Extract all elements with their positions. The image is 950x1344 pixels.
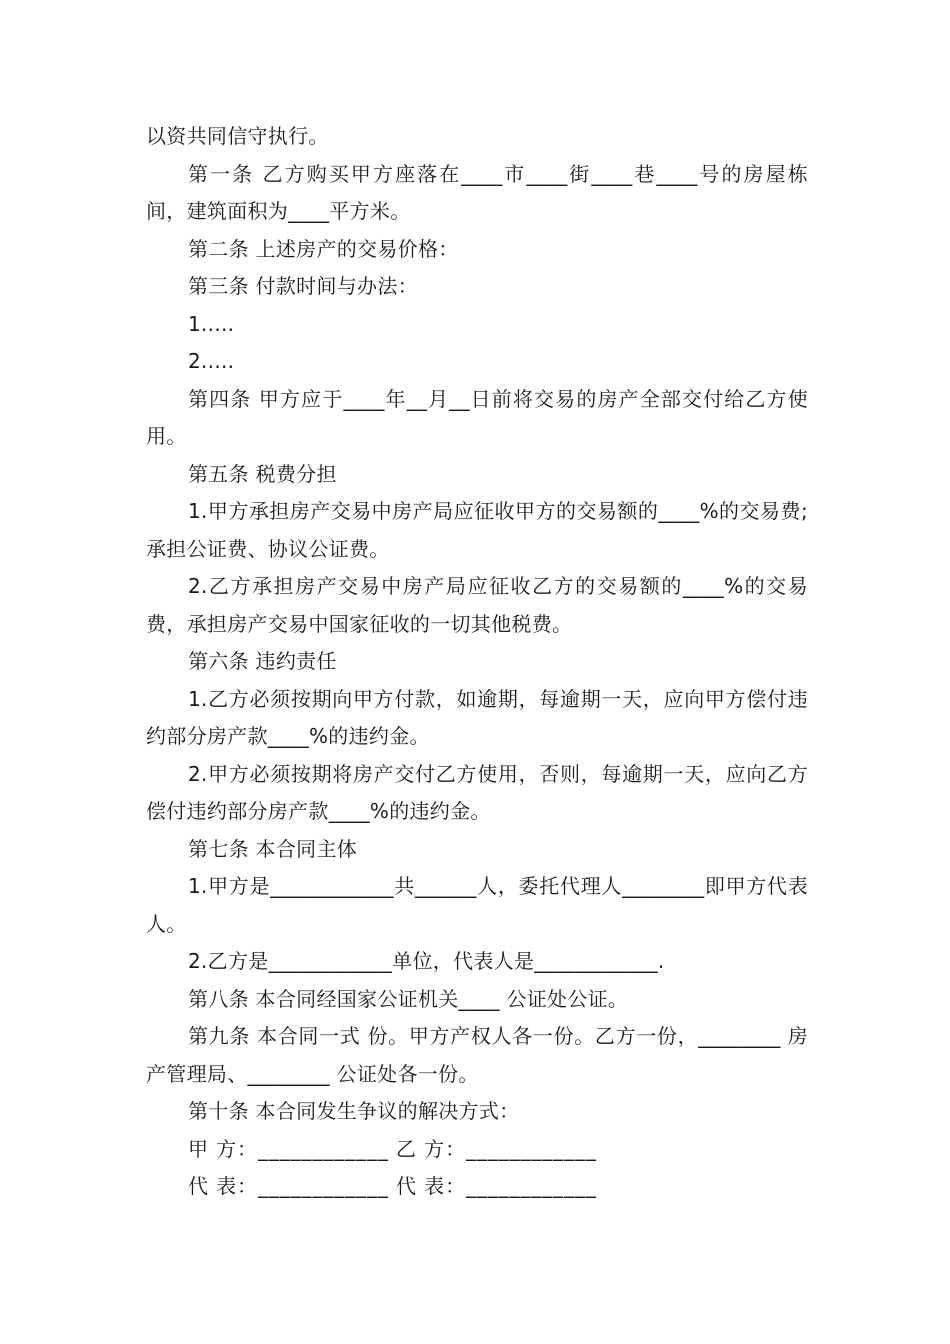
article-3-payment: 第三条 付款时间与办法： — [188, 274, 418, 298]
article-7-item-2: 2.乙方是____________单位，代表人是____________. — [188, 949, 665, 973]
article-6-liability: 第六条 违约责任 — [188, 649, 337, 673]
article-7-parties: 第七条 本合同主体 — [188, 836, 358, 861]
paragraph-intro-ending: 以资共同信守执行。 — [146, 124, 329, 148]
article-4-delivery: 第四条 甲方应于____年__月__日前将交易的房产全部交付给乙方使用。 — [146, 386, 808, 448]
article-1-property-location: 第一条 乙方购买甲方座落在____市____街____巷____号的房屋栋 间，建筑面积为____平方米。 — [146, 161, 815, 223]
signature-representatives-line: 代 表：____________ 代 表：____________ — [188, 1174, 597, 1198]
article-3-item-2: 2..... — [188, 349, 235, 373]
article-6-item-1: 1.乙方必须按期向甲方付款，如逾期，每逾期一天，应向甲方偿付违约部分房产款____%的违约金。 — [146, 686, 808, 748]
signature-parties-line: 甲 方：____________ 乙 方：____________ — [188, 1136, 597, 1161]
article-10-disputes: 第十条 本合同发生争议的解决方式： — [188, 1099, 520, 1123]
article-7-item-1: 1.甲方是____________共______人，委托代理人________即甲方代表人。 — [146, 874, 808, 936]
article-5-taxes: 第五条 税费分担 — [188, 461, 337, 486]
contract-body — [146, 118, 815, 1206]
article-6-item-2: 2.甲方必须按期将房产交付乙方使用，否则，每逾期一天，应向乙方偿付违约部分房产款____%的违约金。 — [146, 761, 808, 823]
article-5-item-1: 1.甲方承担房产交易中房产局应征收甲方的交易额的____%的交易费;承担公证费、协议公证费。 — [146, 499, 808, 561]
article-3-item-1: 1..... — [188, 311, 235, 336]
article-5-item-2: 2.乙方承担房产交易中房产局应征收乙方的交易额的____%的交易费，承担房产交易中国家征收的一切其他税费。 — [146, 574, 808, 636]
article-9-copies: 第九条 本合同一式 份。甲方产权人各一份。乙方一份，________ 房产管理局、________ 公证处各一份。 — [146, 1024, 808, 1086]
article-8-notarization: 第八条 本合同经国家公证机关____ 公证处公证。 — [188, 986, 629, 1011]
article-2-price: 第二条 上述房产的交易价格： — [188, 236, 459, 261]
